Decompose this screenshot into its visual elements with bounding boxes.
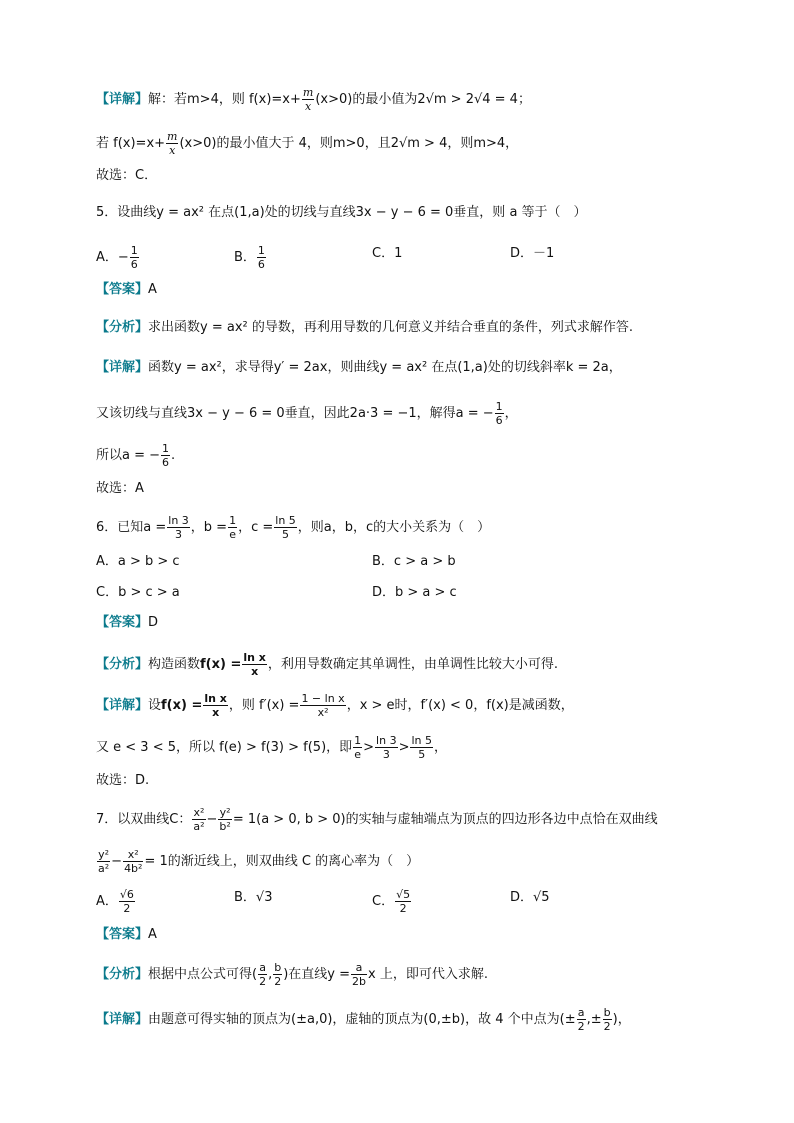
text: 若 f(x)=x+: [96, 136, 166, 151]
q7-detail: [96, 1006, 631, 1033]
detail-tag: 【详解】: [96, 698, 149, 713]
q7-option-a: A． $\frac{√6}{2}$: [96, 888, 134, 915]
fraction: $\frac{\text{x²}}{\text{a²}}$: [193, 806, 205, 833]
fraction: $\frac{1}{e}$: [354, 734, 362, 761]
q5-analysis: [96, 318, 633, 338]
choose-line: 故选：C．: [96, 168, 158, 183]
fraction: $\frac{1}{6}$: [495, 400, 503, 427]
fraction: $\frac{√5}{2}$: [396, 888, 411, 915]
q5-option-c: C．1: [372, 246, 403, 261]
text: ,: [268, 967, 273, 982]
fraction: $\frac{\text{1 − ln x}}{\text{x²}}$: [301, 692, 345, 719]
q6-option-b: B．c > a > b: [372, 554, 456, 569]
text: 构造函数: [148, 657, 201, 672]
q5-option-d: D．－1: [510, 246, 555, 261]
answer-text: A: [148, 927, 157, 942]
fraction: $\frac{\text{y²}}{\text{a²}}$: [98, 848, 110, 875]
operator: >: [398, 740, 410, 755]
fraction: $\frac{b}{2}$: [603, 1006, 611, 1033]
text: 由题意可得实轴的顶点为(±a,0)，虚轴的顶点为(0,±b)，故 4 个中点为(±: [148, 1012, 576, 1027]
fraction: $\frac{a}{2}$: [577, 1006, 585, 1033]
q5-detail-2: [96, 400, 518, 427]
operator: >: [363, 740, 375, 755]
text: ，: [504, 406, 518, 421]
text: = 1(a > 0, b > 0)的实轴与虚轴端点为顶点的四边形各边中点恰在双曲线: [232, 812, 658, 827]
question-7-line-1: [96, 806, 658, 833]
text: ，则a，b，c的大小关系为（ ）: [297, 520, 491, 535]
fraction: $\frac{\ln 3}{3}$: [168, 514, 189, 541]
fraction: $\frac{1}{6}$: [257, 244, 265, 271]
text: ,±: [586, 1012, 602, 1027]
q5-detail-1: [96, 358, 622, 378]
analysis-tag: 【分析】: [96, 320, 149, 335]
question-7-line-2: [96, 848, 419, 875]
q5-option-a: A．− $\frac{1}{6}$: [96, 244, 138, 271]
q6-option-c: C．b > c > a: [96, 585, 180, 600]
detail-tag: 【详解】: [96, 360, 149, 375]
text: )在直线y =: [283, 967, 351, 982]
function-label: f(x) =: [200, 657, 242, 672]
q7-option-b: B．√3: [234, 890, 273, 905]
analysis-tag: 【分析】: [96, 967, 149, 982]
text: ，c =: [238, 520, 274, 535]
text: 求出函数y = ax² 的导数，再利用导数的几何意义并结合垂直的条件，列式求解作答.: [148, 320, 634, 335]
q6-answer: [96, 613, 158, 633]
fraction: $\frac{\text{y²}}{\text{b²}}$: [219, 806, 231, 833]
fraction: $\frac{√6}{2}$: [119, 888, 134, 915]
text: 设: [148, 698, 162, 713]
text: ，b =: [190, 520, 228, 535]
text: 根据中点公式可得(: [148, 967, 258, 982]
fraction: $\frac{1}{6}$: [130, 244, 138, 271]
text: ，利用导数确定其单调性，由单调性比较大小可得.: [267, 657, 559, 672]
q6-detail-1: [96, 692, 574, 719]
answer-tag: 【答案】: [96, 927, 149, 942]
fraction: $\frac{\text{x²}}{\text{4b²}}$: [124, 848, 143, 875]
operator: −: [111, 854, 123, 869]
answer-tag: 【答案】: [96, 282, 149, 297]
text: 又 e < 3 < 5，所以 f(e) > f(3) > f(5)，即: [96, 740, 353, 755]
fraction: $\frac{b}{2}$: [274, 961, 282, 988]
answer-text: A: [148, 282, 157, 297]
question-5-stem: 5．设曲线y = ax² 在点(1,a)处的切线与直线3x − y − 6 = 0垂直，则 a 等于（ ）: [96, 205, 587, 220]
text: x 上，即可代入求解.: [368, 967, 488, 982]
function-label: f(x) =: [161, 698, 203, 713]
fraction: $\frac{1}{e}$: [229, 514, 237, 541]
answer-tag: 【答案】: [96, 615, 149, 630]
fraction: $\frac{\ln 5}{5}$: [411, 734, 433, 761]
text: ，则 f′(x) =: [228, 698, 300, 713]
q7-option-d: D．√5: [510, 890, 550, 905]
fraction: $\frac{\ln 3}{3}$: [376, 734, 397, 761]
answer-text: D: [148, 615, 159, 630]
fraction: $\frac{m}{x}$: [167, 130, 178, 157]
text: (x>0)的最小值为2√m > 2√4 = 4；: [315, 92, 531, 107]
fraction: $\frac{a}{2b}$: [352, 961, 367, 988]
fraction: $\frac{m}{x}$: [302, 86, 314, 113]
q6-detail-2: [96, 734, 447, 761]
fraction: $\frac{a}{2}$: [259, 961, 267, 988]
text: 7．以双曲线C：: [96, 812, 192, 827]
q5-detail-3: [96, 442, 175, 469]
fraction: $\frac{\ln 5}{5}$: [275, 514, 296, 541]
q5-answer: [96, 280, 157, 300]
fraction: $\frac{\text{ln x}}{x}$: [243, 651, 266, 678]
detail-line-1: [96, 86, 531, 113]
text: 又该切线与直线3x − y − 6 = 0垂直，因此2a·3 = −1，解得a = −: [96, 406, 494, 421]
text: = 1的渐近线上，则双曲线 C 的离心率为（ ）: [144, 854, 420, 869]
detail-tag: 【详解】: [96, 1012, 149, 1027]
text: .: [171, 448, 176, 463]
question-6-stem: [96, 514, 490, 541]
text: 函数y = ax²，求导得y′ = 2ax，则曲线y = ax² 在点(1,a)处的切线斜率k = 2a，: [148, 360, 622, 375]
text: (x>0)的最小值大于 4，则m>0，且2√m > 4，则m>4，: [179, 136, 519, 151]
fraction: $\frac{1}{6}$: [162, 442, 170, 469]
text: ，x > e时，f′(x) < 0，f(x)是减函数，: [346, 698, 574, 713]
q6-option-d: D．b > a > c: [372, 585, 457, 600]
q5-choose: 故选：A: [96, 481, 144, 496]
q7-analysis: [96, 961, 488, 988]
operator: −: [206, 812, 218, 827]
analysis-tag: 【分析】: [96, 657, 149, 672]
q6-analysis: [96, 651, 558, 678]
text: 所以a = −: [96, 448, 161, 463]
q5-option-b: B． $\frac{1}{6}$: [234, 244, 265, 271]
detail-tag: 【详解】: [96, 92, 149, 107]
fraction: $\frac{\text{ln x}}{x}$: [204, 692, 227, 719]
text: )，: [612, 1012, 631, 1027]
text: ，: [434, 740, 448, 755]
q7-answer: [96, 925, 157, 945]
q6-option-a: A．a > b > c: [96, 554, 180, 569]
text: 解：若m>4，则 f(x)=x+: [148, 92, 301, 107]
detail-line-2: [96, 130, 518, 157]
q6-choose: 故选：D.: [96, 773, 150, 788]
text: 6．已知a =: [96, 520, 167, 535]
q7-option-c: C． $\frac{√5}{2}$: [372, 888, 411, 915]
